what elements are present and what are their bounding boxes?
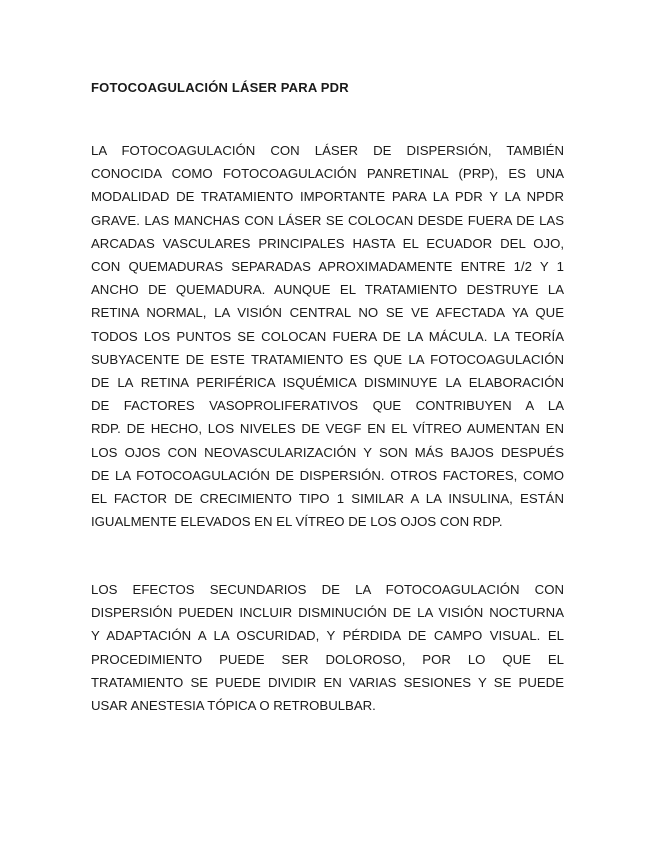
paragraph-line: PROCEDIMIENTO PUEDE SER DOLOROSO, POR LO QUE EL xyxy=(91,651,564,667)
paragraph-line: CON QUEMADURAS SEPARADAS APROXIMADAMENTE ENTRE 1/2 Y 1 xyxy=(91,259,564,275)
paragraph-line: ANCHO DE QUEMADURA. AUNQUE EL TRATAMIENTO DESTRUYE LA xyxy=(91,282,564,298)
paragraph-line: DE FACTORES VASOPROLIFERATIVOS QUE CONTRIBUYEN A LA xyxy=(91,398,564,414)
paragraph-1 xyxy=(91,139,564,533)
paragraph-line: Y ADAPTACIÓN A LA OSCURIDAD, Y PÉRDIDA DE CAMPO VISUAL. EL xyxy=(91,628,564,644)
paragraph-line: SUBYACENTE DE ESTE TRATAMIENTO ES QUE LA FOTOCOAGULACIÓN xyxy=(91,351,564,367)
paragraph-line: GRAVE. LAS MANCHAS CON LÁSER SE COLOCAN DESDE FUERA DE LAS xyxy=(91,212,564,228)
paragraph-line: DE LA RETINA PERIFÉRICA ISQUÉMICA DISMINUYE LA ELABORACIÓN xyxy=(91,375,564,391)
paragraph-line: USAR ANESTESIA TÓPICA O RETROBULBAR. xyxy=(91,698,376,714)
document-title: FOTOCOAGULACIÓN LÁSER PARA PDR xyxy=(91,80,349,95)
paragraph-line: LOS EFECTOS SECUNDARIOS DE LA FOTOCOAGULACIÓN CON xyxy=(91,582,564,597)
paragraph-line: IGUALMENTE ELEVADOS EN EL VÍTREO DE LOS OJOS CON RDP. xyxy=(91,514,503,530)
paragraph-line: DISPERSIÓN PUEDEN INCLUIR DISMINUCIÓN DE LA VISIÓN NOCTURNA xyxy=(91,605,564,621)
paragraph-line: DE LA FOTOCOAGULACIÓN DE DISPERSIÓN. OTROS FACTORES, COMO xyxy=(91,467,564,483)
paragraph-line: EL FACTOR DE CRECIMIENTO TIPO 1 SIMILAR A LA INSULINA, ESTÁN xyxy=(91,491,564,507)
paragraph-line: LOS OJOS CON NEOVASCULARIZACIÓN Y SON MÁS BAJOS DESPUÉS xyxy=(91,444,564,460)
paragraph-2 xyxy=(91,578,564,717)
paragraph-line: LA FOTOCOAGULACIÓN CON LÁSER DE DISPERSIÓN, TAMBIÉN xyxy=(91,143,564,158)
paragraph-line: TODOS LOS PUNTOS SE COLOCAN FUERA DE LA MÁCULA. LA TEORÍA xyxy=(91,328,564,344)
paragraph-line: RETINA NORMAL, LA VISIÓN CENTRAL NO SE VE AFECTADA YA QUE xyxy=(91,305,564,321)
paragraph-line: RDP. DE HECHO, LOS NIVELES DE VEGF EN EL VÍTREO AUMENTAN EN xyxy=(91,421,564,437)
paragraph-line: MODALIDAD DE TRATAMIENTO IMPORTANTE PARA LA PDR Y LA NPDR xyxy=(91,189,564,205)
paragraph-line: ARCADAS VASCULARES PRINCIPALES HASTA EL ECUADOR DEL OJO, xyxy=(91,235,564,251)
paragraph-line: CONOCIDA COMO FOTOCOAGULACIÓN PANRETINAL (PRP), ES UNA xyxy=(91,166,564,182)
paragraph-line: TRATAMIENTO SE PUEDE DIVIDIR EN VARIAS SESIONES Y SE PUEDE xyxy=(91,674,564,690)
